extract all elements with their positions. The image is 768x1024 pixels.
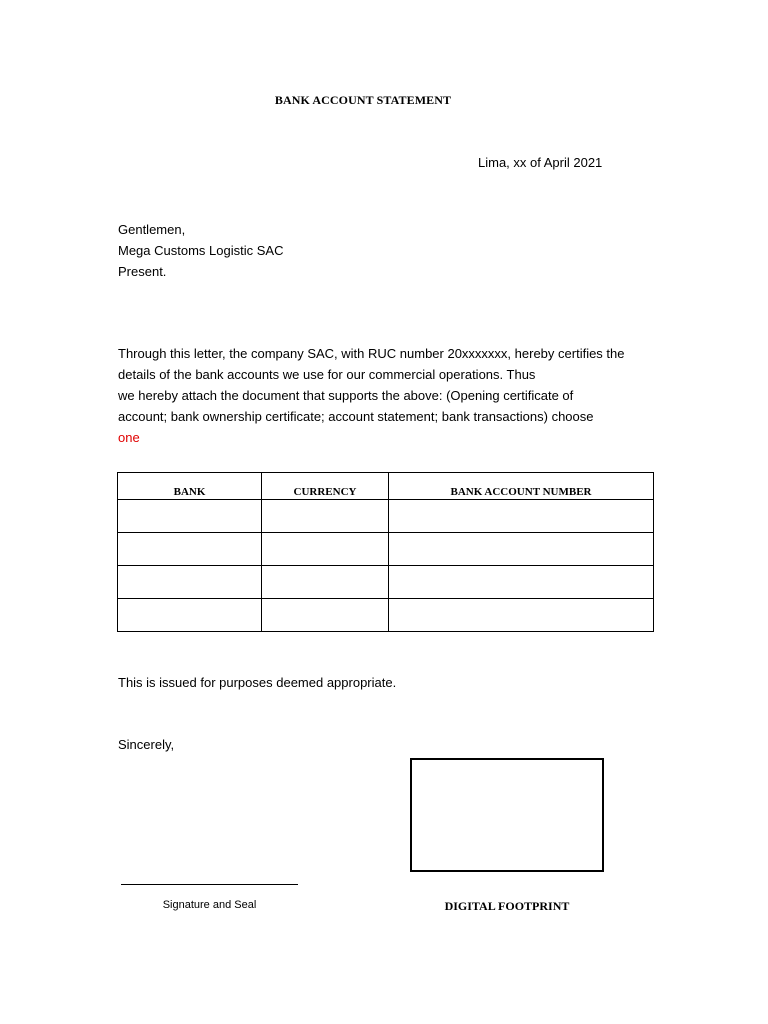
- body-line: details of the bank accounts we use for our commercial operations. Thus: [118, 367, 536, 382]
- addressee-line: Gentlemen,: [118, 222, 186, 237]
- table-cell: [262, 566, 389, 599]
- table-cell: [389, 533, 654, 566]
- body-line: account; bank ownership certificate; account statement; bank transactions) choose: [118, 409, 594, 424]
- digital-footprint-label: DIGITAL FOOTPRINT: [444, 899, 570, 913]
- table-cell: [118, 566, 262, 599]
- addressee-line: Mega Customs Logistic SAC: [118, 243, 284, 258]
- column-header-bank: BANK: [118, 473, 262, 500]
- signature-line: [121, 884, 298, 885]
- table-cell: [262, 599, 389, 632]
- table-row: [118, 500, 654, 533]
- column-header-currency: CURRENCY: [262, 473, 389, 500]
- bank-accounts-table: [117, 472, 654, 632]
- document-title: BANK ACCOUNT STATEMENT: [274, 93, 452, 107]
- table-row: [118, 566, 654, 599]
- body-line: we hereby attach the document that supports the above: (Opening certificate of: [118, 388, 574, 403]
- addressee-line: Present.: [118, 264, 167, 279]
- signature-label: Signature and Seal: [162, 899, 257, 911]
- table-row: [118, 533, 654, 566]
- dateline: Lima, xx of April 2021: [478, 155, 603, 170]
- table-row: [118, 599, 654, 632]
- table-cell: [389, 566, 654, 599]
- addressee-block: [118, 219, 283, 282]
- column-header-account-number: BANK ACCOUNT NUMBER: [389, 473, 654, 500]
- table-header-row: [118, 473, 654, 500]
- closing-salutation: Sincerely,: [118, 737, 175, 752]
- table-cell: [118, 599, 262, 632]
- table-cell: [389, 500, 654, 533]
- closing-statement: This is issued for purposes deemed appropriate.: [118, 675, 397, 690]
- body-paragraph: [118, 343, 638, 448]
- body-line: Through this letter, the company SAC, with RUC number 20xxxxxxx, hereby certifies the: [118, 346, 625, 361]
- table-cell: [262, 533, 389, 566]
- body-highlight-word: one: [118, 430, 140, 445]
- table-cell: [262, 500, 389, 533]
- table-cell: [118, 500, 262, 533]
- table-cell: [389, 599, 654, 632]
- table-cell: [118, 533, 262, 566]
- digital-footprint-box: [410, 758, 604, 872]
